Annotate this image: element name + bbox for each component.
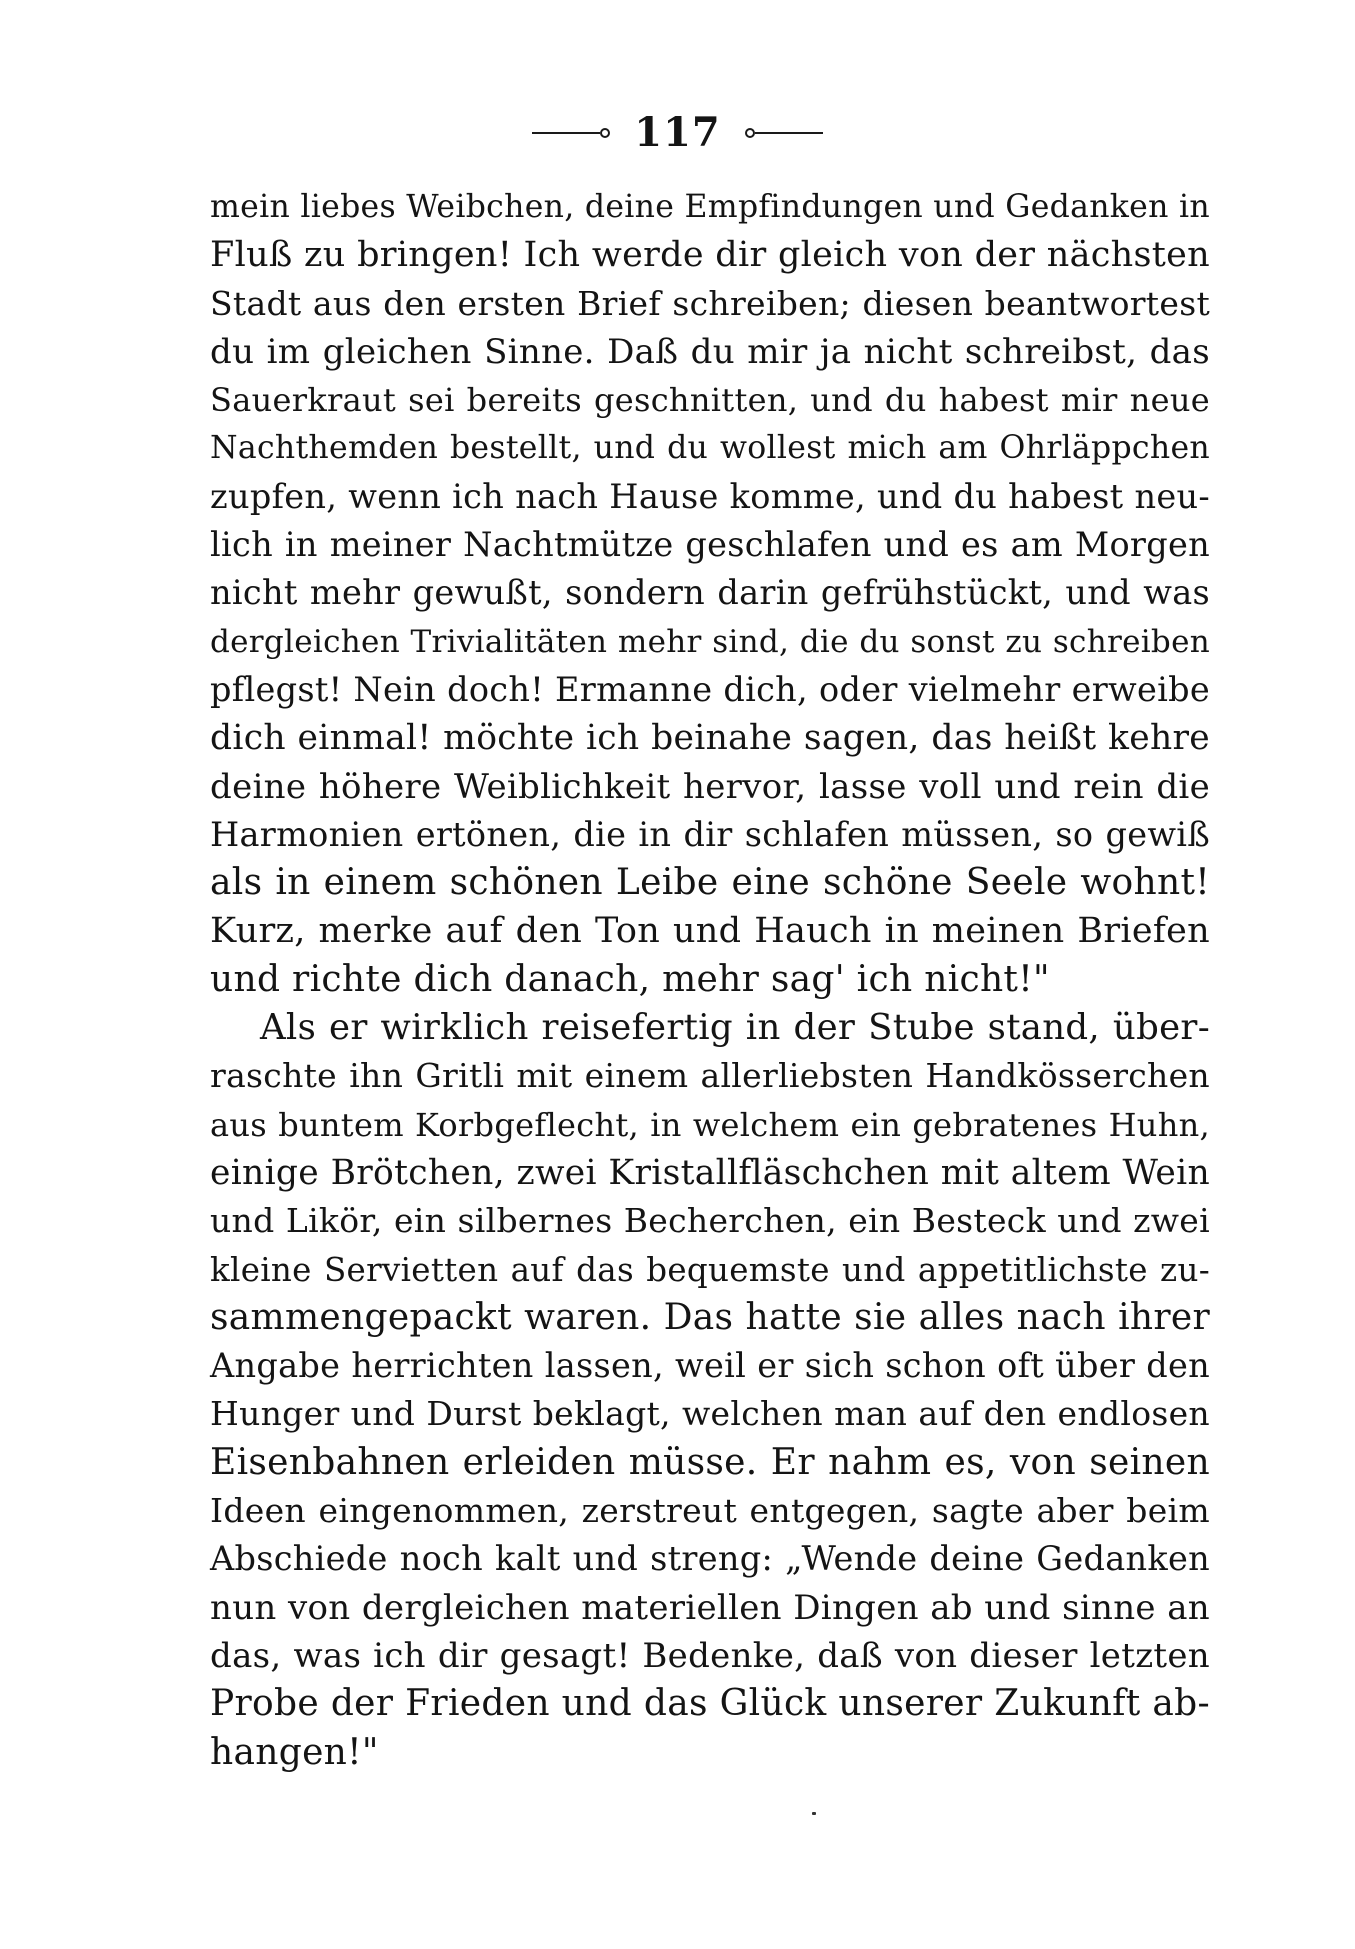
text-line: hangen!" — [210, 1731, 379, 1773]
text-line: Ideen eingenommen, zerstreut entgegen, sagte aber beim — [210, 1491, 1210, 1531]
text-line: nun von dergleichen materiellen Dingen ab und sinne an — [210, 1587, 1210, 1628]
text-line: Angabe herrichten lassen, weil er sich schon oft über den — [210, 1346, 1210, 1386]
text-line: pflegst! Nein doch! Ermanne dich, oder vielmehr erweibe — [210, 669, 1210, 709]
text-line: dergleichen Trivialitäten mehr sind, die du sonst zu schreiben — [210, 623, 1210, 660]
text-line: Harmonien ertönen, die in dir schlafen müssen, so gewiß — [210, 814, 1210, 854]
text-line: Fluß zu bringen! Ich werde dir gleich von der nächsten — [210, 235, 1210, 276]
text-line: Als er wirklich reisefertig in der Stube stand, über- — [260, 1007, 1210, 1049]
text-line: deine höhere Weiblichkeit hervor, lasse voll und rein die — [210, 766, 1210, 807]
text-line: mein liebes Weibchen, deine Empfindungen und Gedanken in — [210, 189, 1210, 225]
text-line: zupfen, wenn ich nach Hause komme, und du habest neu- — [210, 476, 1210, 516]
text-line: Stadt aus den ersten Brief schreiben; diesen beantwortest — [210, 283, 1210, 323]
text-line: Abschiede noch kalt und streng: „Wende deine Gedanken — [210, 1539, 1210, 1579]
text-line: Nachthemden bestellt, und du wollest mich am Ohrläppchen — [210, 430, 1210, 467]
text-line: Sauerkraut sei bereits geschnitten, und du habest mir neue — [210, 381, 1210, 420]
ink-speck — [812, 1812, 816, 1815]
text-line: und richte dich danach, mehr sag' ich nicht!" — [210, 958, 1050, 1000]
text-line: und Likör, ein silbernes Becherchen, ein Besteck und zwei — [210, 1201, 1210, 1241]
text-line: Hunger und Durst beklagt, welchen man auf den endlosen — [210, 1394, 1210, 1434]
text-line: sammengepackt waren. Das hatte sie alles nach ihrer — [210, 1296, 1210, 1338]
text-line: raschte ihn Gritli mit einem allerliebsten Handkösserchen — [210, 1056, 1210, 1096]
text-line: aus buntem Korbgeflecht, in welchem ein gebratenes Huhn, — [210, 1105, 1210, 1144]
text-line: kleine Servietten auf das bequemste und appetitlichste zu- — [210, 1250, 1210, 1289]
text-line: Kurz, merke auf den Ton und Hauch in meinen Briefen — [210, 911, 1210, 952]
body-text — [210, 183, 1210, 1777]
left-ornament-icon — [532, 128, 610, 138]
page-number: 117 — [634, 109, 721, 156]
text-line: einige Brötchen, zwei Kristallfläschchen mit altem Wein — [210, 1152, 1210, 1193]
text-line: das, was ich dir gesagt! Bedenke, daß von dieser letzten — [210, 1635, 1210, 1676]
text-line: Eisenbahnen erleiden müsse. Er nahm es, von seinen — [210, 1441, 1210, 1483]
text-line: Probe der Frieden und das Glück unserer Zukunft ab- — [210, 1683, 1210, 1725]
text-line: nicht mehr gewußt, sondern darin gefrühstückt, und was — [210, 573, 1210, 613]
right-ornament-icon — [745, 128, 823, 138]
text-line: dich einmal! möchte ich beinahe sagen, das heißt kehre — [210, 718, 1210, 759]
page-header — [0, 108, 1355, 158]
text-line: lich in meiner Nachtmütze geschlafen und es am Morgen — [210, 525, 1210, 565]
text-line: als in einem schönen Leibe eine schöne Seele wohnt! — [210, 862, 1210, 904]
text-line: du im gleichen Sinne. Daß du mir ja nicht schreibst, das — [210, 331, 1210, 372]
